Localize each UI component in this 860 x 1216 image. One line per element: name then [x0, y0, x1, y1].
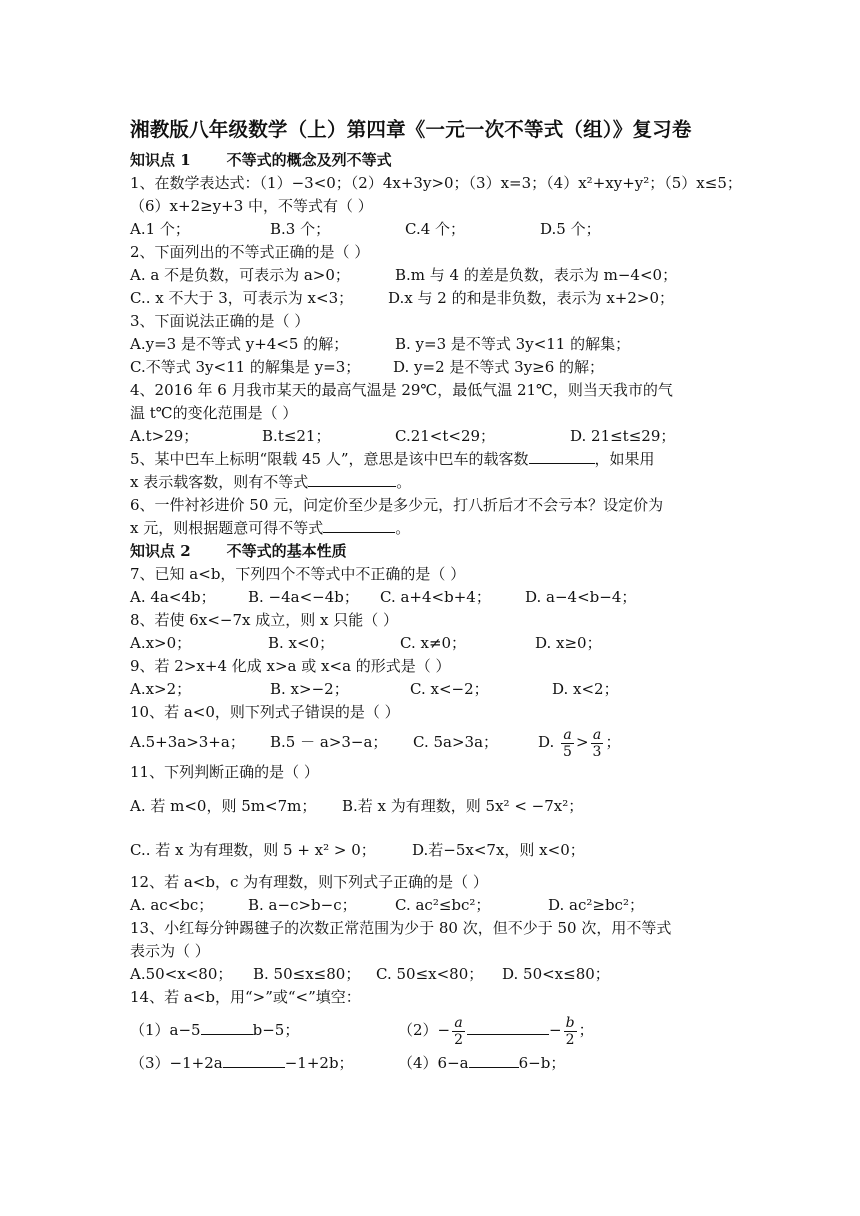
q5-text-2: ，如果用: [594, 450, 655, 468]
q12-stem: 12、若 a<b，c 为有理数，则下列式子正确的是（ ）: [130, 873, 488, 891]
q4-line2: 温 t℃的变化范围是（ ）: [130, 404, 298, 422]
q14-part-3: [130, 1053, 354, 1073]
q1-option-d: D.5 个；: [540, 220, 601, 238]
q10-option-b: B.5 － a>3−a；: [270, 733, 388, 751]
q14-p2-prefix: （2）−: [398, 1021, 451, 1039]
q13-line1: 13、小红每分钟踢毽子的次数正常范围为少于 80 次，但不少于 50 次，用不等式: [130, 919, 672, 937]
q9-stem: 9、若 2>x+4 化成 x>a 或 x<a 的形式是（ ）: [130, 657, 451, 675]
q5-line1: [130, 449, 655, 469]
q11-option-c: C.. 若 x 为有理数，则 5 + x² > 0；: [130, 841, 376, 859]
q10-operator: >: [575, 733, 589, 751]
q7-option-c: C. a+4<b+4；: [380, 588, 491, 606]
q4-line1: 4、2016 年 6 月我市某天的最高气温是 29℃，最低气温 21℃，则当天我市的气: [130, 381, 673, 399]
q10-option-d: [538, 716, 620, 768]
q14-p4-left: （4）6−a: [398, 1054, 469, 1072]
q5-answer-blank-2[interactable]: [308, 472, 396, 487]
q7-option-a: A. 4a<4b；: [130, 588, 216, 606]
q10-fraction-2-num: a: [591, 727, 604, 744]
q3-stem: 3、下面说法正确的是（ ）: [130, 312, 310, 330]
document-title: 湘教版八年级数学（上）第四章《一元一次不等式（组）》复习卷: [130, 118, 692, 141]
q3-option-a: A.y=3 是不等式 y+4<5 的解；: [130, 335, 349, 353]
q1-option-b: B.3 个；: [270, 220, 331, 238]
q5-answer-blank-1[interactable]: [529, 449, 595, 464]
q14-p3-left: （3）−1+2a: [130, 1054, 223, 1072]
q6-line2: [130, 518, 410, 538]
q10-fraction-2: [591, 727, 604, 760]
q2-stem: 2、下面列出的不等式正确的是（ ）: [130, 243, 370, 261]
q14-p2-fraction-1: [452, 1015, 465, 1048]
q2-option-c: C.. x 不大于 3，可表示为 x<3；: [130, 289, 354, 307]
q14-p2-minus: −: [549, 1021, 562, 1039]
q5-line2: [130, 472, 411, 492]
section-label: 知识点 1: [130, 151, 191, 169]
q10-option-a: A.5+3a>3+a；: [130, 733, 245, 751]
q4-option-a: A.t>29；: [130, 427, 199, 445]
q10-stem: 10、若 a<0，则下列式子错误的是（ ）: [130, 703, 400, 721]
q14-p1-left: （1）a−5: [130, 1021, 201, 1039]
q3-option-b: B. y=3 是不等式 3y<11 的解集；: [395, 335, 631, 353]
q11-stem: 11、下列判断正确的是（ ）: [130, 763, 319, 781]
q8-stem: 8、若使 6x<−7x 成立，则 x 只能（ ）: [130, 611, 398, 629]
q1-option-a: A.1 个；: [130, 220, 190, 238]
q7-option-b: B. −4a<−4b；: [248, 588, 359, 606]
q12-option-a: A. ac<bc；: [130, 896, 214, 914]
q9-option-b: B. x>−2；: [270, 680, 349, 698]
q8-option-c: C. x≠0；: [400, 634, 467, 652]
q9-option-a: A.x>2；: [130, 680, 192, 698]
q14-p2-fraction-1-den: 2: [454, 1031, 464, 1048]
q10-fraction-1-den: 5: [563, 743, 572, 760]
section-text: 不等式的概念及列不等式: [226, 151, 392, 169]
q5-text-1: 5、某中巴车上标明“限载 45 人”，意思是该中巴车的载客数: [130, 450, 529, 468]
q8-option-a: A.x>0；: [130, 634, 192, 652]
q1-line2: （6）x+2≥y+3 中，不等式有（ ）: [130, 197, 373, 215]
section-label: 知识点 2: [130, 542, 191, 560]
q14-part-2: [398, 1004, 594, 1056]
q7-option-d: D. a−4<b−4；: [525, 588, 637, 606]
q4-option-b: B.t≤21；: [262, 427, 331, 445]
q14-part-4: [398, 1053, 565, 1073]
q6-answer-blank[interactable]: [323, 518, 395, 533]
q14-part-1: [130, 1020, 299, 1040]
q5-text-4: 。: [396, 473, 412, 491]
q8-option-d: D. x≥0；: [535, 634, 602, 652]
q14-p2-end: ；: [578, 1021, 594, 1039]
q14-p3-right: −1+2b；: [284, 1054, 354, 1072]
q10-d-end: ；: [605, 733, 621, 751]
q10-fraction-2-den: 3: [592, 743, 602, 760]
q10-fraction-1: [561, 727, 574, 760]
q9-option-d: D. x<2；: [552, 680, 619, 698]
q3-option-d: D. y=2 是不等式 3y≥6 的解；: [393, 358, 605, 376]
q10-fraction-1-num: a: [561, 727, 574, 744]
q14-p2-fraction-2-num: b: [565, 1014, 575, 1031]
q12-option-d: D. ac²≥bc²；: [548, 896, 644, 914]
q14-p3-answer-blank[interactable]: [223, 1053, 285, 1068]
section-heading-2: [130, 541, 347, 561]
q13-option-b: B. 50≤x≤80；: [253, 965, 361, 983]
section-heading-1: [130, 150, 392, 170]
section-text: 不等式的基本性质: [226, 542, 347, 560]
q6-text-2: 。: [395, 519, 411, 537]
q10-option-c: C. 5a>3a；: [413, 733, 499, 751]
q14-p1-right: b−5；: [252, 1021, 300, 1039]
q3-option-c: C.不等式 3y<11 的解集是 y=3；: [130, 358, 361, 376]
q2-option-b: B.m 与 4 的差是负数，表示为 m−4<0；: [395, 266, 678, 284]
q14-p1-answer-blank[interactable]: [201, 1020, 253, 1035]
q14-p2-fraction-2: [564, 1015, 577, 1048]
q14-p4-answer-blank[interactable]: [469, 1053, 519, 1068]
q10-d-label: D.: [538, 733, 555, 751]
q6-text-1: x 元，则根据题意可得不等式: [130, 519, 324, 537]
q14-p4-right: 6−b；: [518, 1054, 566, 1072]
q11-option-a: A. 若 m<0，则 5m<7m；: [130, 797, 317, 815]
q14-p2-answer-blank[interactable]: [467, 1020, 549, 1035]
q9-option-c: C. x<−2；: [410, 680, 489, 698]
q11-option-b: B.若 x 为有理数，则 5x² < −7x²；: [342, 797, 584, 815]
q14-stem: 14、若 a<b，用“>”或“<”填空：: [130, 988, 361, 1006]
q13-option-a: A.50<x<80；: [130, 965, 233, 983]
q13-line2: 表示为（ ）: [130, 942, 210, 960]
q4-option-c: C.21<t<29；: [395, 427, 496, 445]
q14-p2-fraction-1-num: a: [452, 1015, 465, 1032]
q7-stem: 7、已知 a<b，下列四个不等式中不正确的是（ ）: [130, 565, 466, 583]
q1-option-c: C.4 个；: [405, 220, 466, 238]
q8-option-b: B. x<0；: [268, 634, 335, 652]
q14-p2-fraction-2-den: 2: [565, 1031, 575, 1048]
q2-option-a: A. a 不是负数，可表示为 a>0；: [130, 266, 350, 284]
q2-option-d: D.x 与 2 的和是非负数，表示为 x+2>0；: [388, 289, 675, 307]
q5-text-3: x 表示载客数，则有不等式: [130, 473, 309, 491]
q1-line1: 1、在数学表达式：（1）−3<0；（2）4x+3y>0；（3）x=3；（4）x²+xy+y²；（5）x≤5；: [130, 174, 742, 192]
q12-option-c: C. ac²≤bc²；: [395, 896, 491, 914]
q12-option-b: B. a−c>b−c；: [248, 896, 357, 914]
q4-option-d: D. 21≤t≤29；: [570, 427, 676, 445]
q6-line1: 6、一件衬衫进价 50 元，问定价至少是多少元，打八折后才不会亏本？设定价为: [130, 496, 664, 514]
q13-option-c: C. 50≤x<80；: [376, 965, 484, 983]
q13-option-d: D. 50<x≤80；: [502, 965, 610, 983]
q11-option-d: D.若−5x<7x，则 x<0；: [412, 841, 585, 859]
